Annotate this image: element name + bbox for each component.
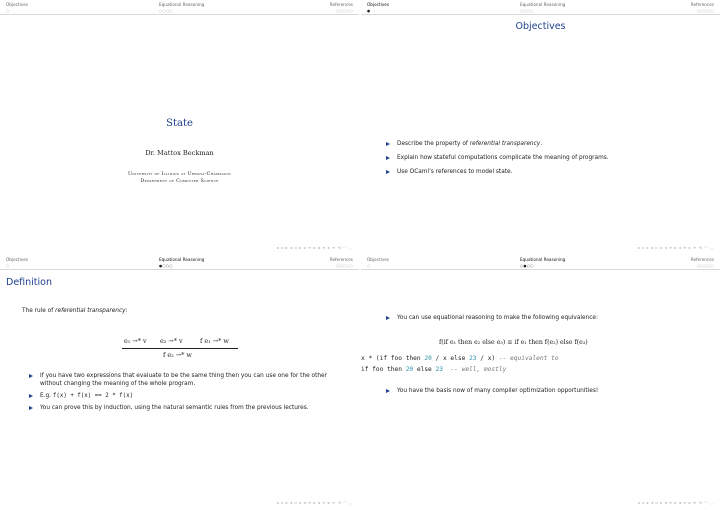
list-item: You have the basis now of many compiler optimization opportunities!: [386, 387, 716, 395]
list-item: Use OCaml’s references to model state.: [386, 168, 716, 176]
list-item: E.g. f(x) + f(x) == 2 * f(x): [29, 392, 339, 400]
nav-section-equational-reasoning[interactable]: Equational Reasoning ●○○○: [159, 257, 205, 268]
list-item: You can prove this by induction, using the natural semantic rules from the previous lectures.: [29, 404, 339, 412]
bullet-triangle-icon: [386, 142, 390, 146]
institution: University of Illinois at Urbana-Champaign Department of Computer Science: [127, 172, 232, 185]
reasoning-list-bottom: [386, 387, 716, 401]
beamer-navigation-icons[interactable]: ◂ ▫ ▸ ◂ ▫ ▸ ◂ ≡ ▸ ◂ ≡ ▸ ≡ ⟲ ◠ ◡: [637, 245, 714, 250]
nav-section-equational-reasoning[interactable]: Equational Reasoning ○●○○: [520, 257, 566, 268]
bullet-triangle-icon: [386, 389, 390, 393]
beamer-navigation-icons[interactable]: ◂ ▫ ▸ ◂ ▫ ▸ ◂ ≡ ▸ ◂ ≡ ▸ ≡ ⟲ ◠ ◡: [276, 500, 353, 505]
list-item: You can use equational reasoning to make the following equivalence:: [386, 314, 716, 322]
list-item: Explain how stateful computations complicate the meaning of programs.: [386, 154, 716, 162]
intro-text: The rule of referential transparency:: [22, 308, 128, 314]
nav-section-equational-reasoning[interactable]: Equational Reasoning ○○○○: [520, 2, 566, 13]
objectives-list: [386, 140, 716, 182]
rule-premise-1: e₁ →* v: [124, 337, 147, 345]
bullet-triangle-icon: [29, 374, 33, 378]
bullet-triangle-icon: [386, 156, 390, 160]
nav-section-references[interactable]: References ○○○○○: [690, 2, 714, 13]
nav-section-objectives[interactable]: Objectives ○: [367, 257, 390, 268]
nav-section-objectives[interactable]: Objectives ○: [6, 2, 29, 13]
frame-title: Definition: [6, 277, 53, 288]
frame-title: Objectives: [515, 21, 566, 32]
rule-conclusion: f e₂ →* w: [163, 351, 192, 359]
nav-bar: [0, 0, 359, 15]
bullet-triangle-icon: [29, 394, 33, 398]
bullet-triangle-icon: [29, 406, 33, 410]
list-item: If you have two expressions that evaluate to be the same thing then you can use one for the other without changing the meaning of the whole program.: [29, 372, 339, 388]
equivalence-formula: f(if e₁ then e₂ else e₃) ≡ if e₁ then f(e₂) else f(e₃): [439, 339, 588, 346]
nav-bar: [361, 255, 720, 270]
list-item: Describe the property of referential transparency.: [386, 140, 716, 148]
code-line-2: if foo then 20 else 23 -- well, mostly: [361, 366, 507, 373]
nav-section-equational-reasoning[interactable]: Equational Reasoning ○○○○: [159, 2, 205, 13]
nav-section-references[interactable]: References ○○○○○: [329, 257, 353, 268]
bullet-triangle-icon: [386, 316, 390, 320]
nav-section-objectives[interactable]: Objectives ●: [367, 2, 390, 13]
rule-premise-3: f e₁ →* w: [200, 337, 229, 345]
slide-equational-reasoning: [361, 255, 720, 509]
nav-section-references[interactable]: References ○○○○○: [690, 257, 714, 268]
presentation-title: State: [166, 118, 193, 129]
inference-line: [122, 348, 238, 349]
slide-definition: [0, 255, 359, 509]
reasoning-list-top: [386, 314, 716, 328]
slide-title: [0, 0, 359, 254]
rule-premise-2: e₂ →* v: [160, 337, 183, 345]
nav-section-references[interactable]: References ○○○○○: [329, 2, 353, 13]
nav-section-objectives[interactable]: Objectives ○: [6, 257, 29, 268]
bullet-triangle-icon: [386, 170, 390, 174]
nav-bar: [361, 0, 720, 15]
beamer-navigation-icons[interactable]: ◂ ▫ ▸ ◂ ▫ ▸ ◂ ≡ ▸ ◂ ≡ ▸ ≡ ⟲ ◠ ◡: [637, 500, 714, 505]
code-line-1: x * (if foo then 20 / x else 23 / x) -- equivalent to: [361, 355, 559, 362]
author: Dr. Mattox Beckman: [145, 149, 214, 157]
definition-list: [29, 372, 339, 418]
nav-bar: [0, 255, 359, 270]
beamer-navigation-icons[interactable]: ◂ ▫ ▸ ◂ ▫ ▸ ◂ ≡ ▸ ◂ ≡ ▸ ≡ ⟲ ◠ ◡: [276, 245, 353, 250]
slide-objectives: [361, 0, 720, 254]
